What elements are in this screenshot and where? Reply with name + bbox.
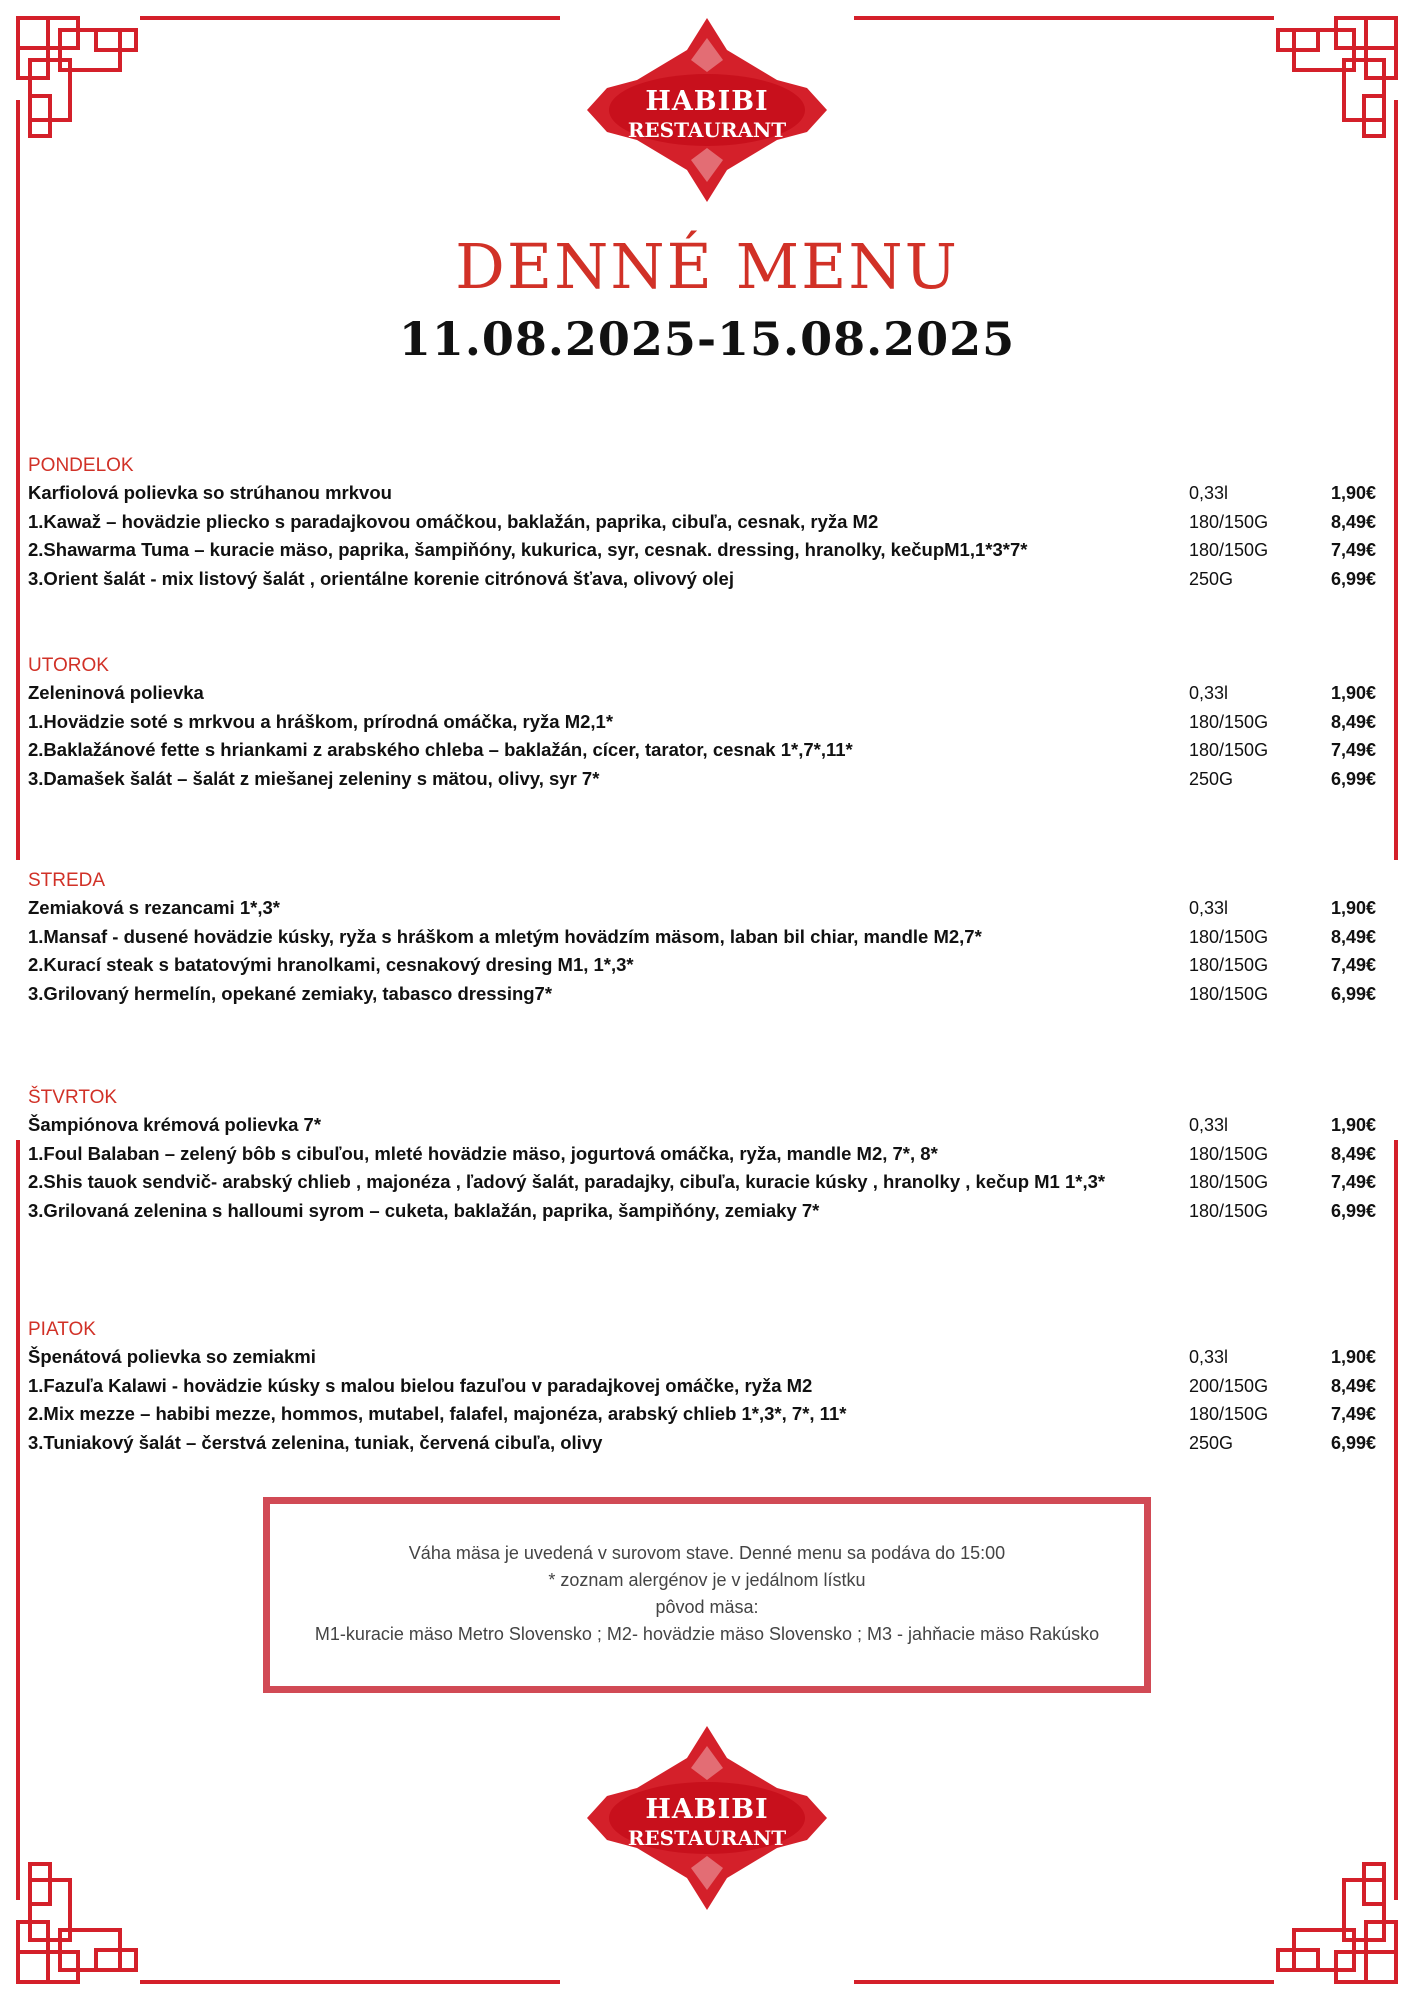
dish-price: 6,99€: [1330, 568, 1376, 589]
note-line: * zoznam alergénov je v jedálnom lístku: [548, 1570, 866, 1590]
dish-weight: 0,33l: [1189, 683, 1229, 703]
dish-name: 2.Shis tauok sendvič- arabský chlieb , majonéza , ľadový šalát, paradajky, cibuľa, kuracie kúsky , hranolky , kečup M1 1*,3*: [28, 1171, 1106, 1192]
menu-item: [28, 536, 1388, 565]
dish-price: 6,99€: [1330, 768, 1376, 789]
dish-name: 2.Baklažánové fette s hriankami z arabského chleba – baklažán, cícer, tarator, cesnak 1*,7*,11*: [28, 739, 853, 760]
day-name: PIATOK: [28, 1319, 96, 1340]
dish-weight: 180/150G: [1189, 955, 1269, 975]
dish-name: 1.Mansaf - dusené hovädzie kúsky, ryža s hráškom a mletým hovädzím mäsom, laban bil chiar, mandle M2,7*: [28, 925, 982, 947]
dish-price: 6,99€: [1330, 1432, 1376, 1453]
menu-item: [28, 1400, 1388, 1429]
menu-item: [28, 894, 1388, 923]
dish-price: 8,49€: [1330, 711, 1376, 732]
dish-weight: 180/150G: [1189, 1200, 1269, 1221]
corner-pattern-top-right: [1278, 18, 1396, 136]
day-name: STREDA: [28, 870, 106, 891]
menu-item: [28, 980, 1388, 1009]
dish-name: Špenátová polievka so zemiakmi: [28, 1346, 316, 1367]
dish-weight: 180/150G: [1189, 1172, 1269, 1192]
dish-name: 2.Shawarma Tuma – kuracie mäso, paprika, šampiňóny, kukurica, syr, cesnak. dressing, hranolky, kečupM1,1*3*7*: [28, 539, 1028, 560]
dish-weight: 180/150G: [1189, 540, 1269, 560]
dish-name: 1.Hovädzie soté s mrkvou a hráškom, prírodná omáčka, ryža M2,1*: [28, 710, 614, 732]
corner-pattern-bottom-right: [1278, 1864, 1396, 1982]
dish-weight: 0,33l: [1189, 898, 1229, 918]
dish-weight: 180/150G: [1189, 1143, 1269, 1164]
day-section-wednesday: [28, 868, 1388, 1008]
dish-name: Karfiolová polievka so strúhanou mrkvou: [28, 482, 392, 503]
day-name: ŠTVRTOK: [28, 1087, 118, 1108]
menu-item: [28, 736, 1388, 765]
day-section-friday: [28, 1317, 1388, 1457]
menu-item: [28, 508, 1388, 537]
dish-weight: 200/150G: [1189, 1375, 1269, 1396]
dish-price: 6,99€: [1330, 1200, 1376, 1221]
day-section-monday: [28, 453, 1388, 593]
menu-item: [28, 1140, 1388, 1169]
dish-price: 7,49€: [1330, 540, 1376, 560]
dish-price: 7,49€: [1330, 955, 1376, 975]
date-range: 11.08.2025-15.08.2025: [398, 312, 1016, 366]
menu-item: [28, 565, 1388, 594]
note-line: M1-kuracie mäso Metro Slovensko ; M2- hovädzie mäso Slovensko ; M3 - jahňacie mäso Rakúsko: [314, 1624, 1100, 1644]
dish-name: 3.Grilovaný hermelín, opekané zemiaky, tabasco dressing7*: [28, 982, 553, 1004]
corner-pattern-top-left: [18, 18, 136, 136]
dish-weight: 0,33l: [1189, 483, 1229, 503]
dish-weight: 250G: [1189, 768, 1234, 789]
dish-name: 3.Damašek šalát – šalát z miešanej zeleniny s mätou, olivy, syr 7*: [28, 767, 600, 789]
dish-name: Zeleninová polievka: [28, 682, 204, 703]
dish-name: Zemiaková s rezancami 1*,3*: [28, 897, 280, 918]
dish-weight: 250G: [1189, 568, 1234, 589]
corner-pattern-bottom-left: [18, 1864, 136, 1982]
logo-subtitle: RESTAURANT: [627, 1826, 787, 1850]
dish-name: 1.Kawaž – hovädzie pliecko s paradajkovou omáčkou, baklažán, paprika, cibuľa, cesnak, ryža M2: [28, 510, 879, 532]
dish-price: 1,90€: [1330, 1115, 1376, 1135]
menu-item: [28, 479, 1388, 508]
day-section-tuesday: [28, 653, 1388, 793]
dish-price: 1,90€: [1330, 1347, 1376, 1367]
dish-name: 3.Tuniakový šalát – čerstvá zelenina, tuniak, červená cibuľa, olivy: [28, 1431, 603, 1453]
dish-name: 3.Grilovaná zelenina s halloumi syrom – cuketa, baklažán, paprika, šampiňóny, zemiaky 7*: [28, 1199, 820, 1221]
dish-price: 7,49€: [1330, 740, 1376, 760]
dish-weight: 180/150G: [1189, 740, 1269, 760]
dish-name: 3.Orient šalát - mix listový šalát , orientálne korenie citrónová šťava, olivový olej: [28, 567, 734, 589]
menu-item: [28, 1111, 1388, 1140]
day-section-thursday: [28, 1085, 1388, 1225]
logo-name: HABIBI: [645, 86, 769, 117]
logo-subtitle: RESTAURANT: [627, 118, 787, 142]
info-note-box: [263, 1497, 1151, 1693]
dish-price: 6,99€: [1330, 983, 1376, 1004]
menu-item: [28, 1429, 1388, 1458]
dish-weight: 180/150G: [1189, 511, 1269, 532]
dish-price: 1,90€: [1330, 898, 1376, 918]
menu-item: [28, 1197, 1388, 1226]
dish-weight: 0,33l: [1189, 1115, 1229, 1135]
dish-weight: 180/150G: [1189, 711, 1269, 732]
dish-name: Šampiónova krémová polievka 7*: [28, 1114, 322, 1135]
dish-name: 2.Mix mezze – habibi mezze, hommos, mutabel, falafel, majonéza, arabský chlieb 1*,3*, 7*, 11*: [28, 1403, 847, 1424]
dish-name: 1.Fazuľa Kalawi - hovädzie kúsky s malou bielou fazuľou v paradajkovej omáčke, ryža M2: [28, 1374, 813, 1396]
dish-weight: 0,33l: [1189, 1347, 1229, 1367]
day-name: UTOROK: [28, 655, 109, 676]
menu-item: [28, 765, 1388, 794]
menu-item: [28, 1372, 1388, 1401]
menu-item: [28, 708, 1388, 737]
logo-name: HABIBI: [645, 1794, 769, 1825]
dish-name: 2.Kurací steak s batatovými hranolkami, cesnakový dresing M1, 1*,3*: [28, 954, 634, 975]
menu-item: [28, 923, 1388, 952]
dish-weight: 180/150G: [1189, 983, 1269, 1004]
dish-name: 1.Foul Balaban – zelený bôb s cibuľou, mleté hovädzie mäso, jogurtová omáčka, ryža, mandle M2, 7*, 8*: [28, 1142, 938, 1164]
dish-weight: 180/150G: [1189, 1404, 1269, 1424]
menu-item: [28, 679, 1388, 708]
dish-price: 7,49€: [1330, 1172, 1376, 1192]
menu-item: [28, 951, 1388, 980]
page-title: DENNÉ MENU: [455, 230, 959, 303]
dish-weight: 250G: [1189, 1432, 1234, 1453]
dish-price: 8,49€: [1330, 511, 1376, 532]
dish-price: 8,49€: [1330, 926, 1376, 947]
restaurant-logo: [577, 10, 837, 210]
dish-price: 7,49€: [1330, 1404, 1376, 1424]
day-name: PONDELOK: [28, 455, 134, 476]
note-line: pôvod mäsa:: [655, 1597, 759, 1617]
restaurant-logo-footer: [577, 1718, 837, 1918]
menu-item: [28, 1168, 1388, 1197]
dish-price: 1,90€: [1330, 483, 1376, 503]
dish-price: 8,49€: [1330, 1143, 1376, 1164]
menu-item: [28, 1343, 1388, 1372]
dish-price: 8,49€: [1330, 1375, 1376, 1396]
dish-price: 1,90€: [1330, 683, 1376, 703]
note-line: Váha mäsa je uvedená v surovom stave. Denné menu sa podáva do 15:00: [408, 1543, 1006, 1563]
dish-weight: 180/150G: [1189, 926, 1269, 947]
